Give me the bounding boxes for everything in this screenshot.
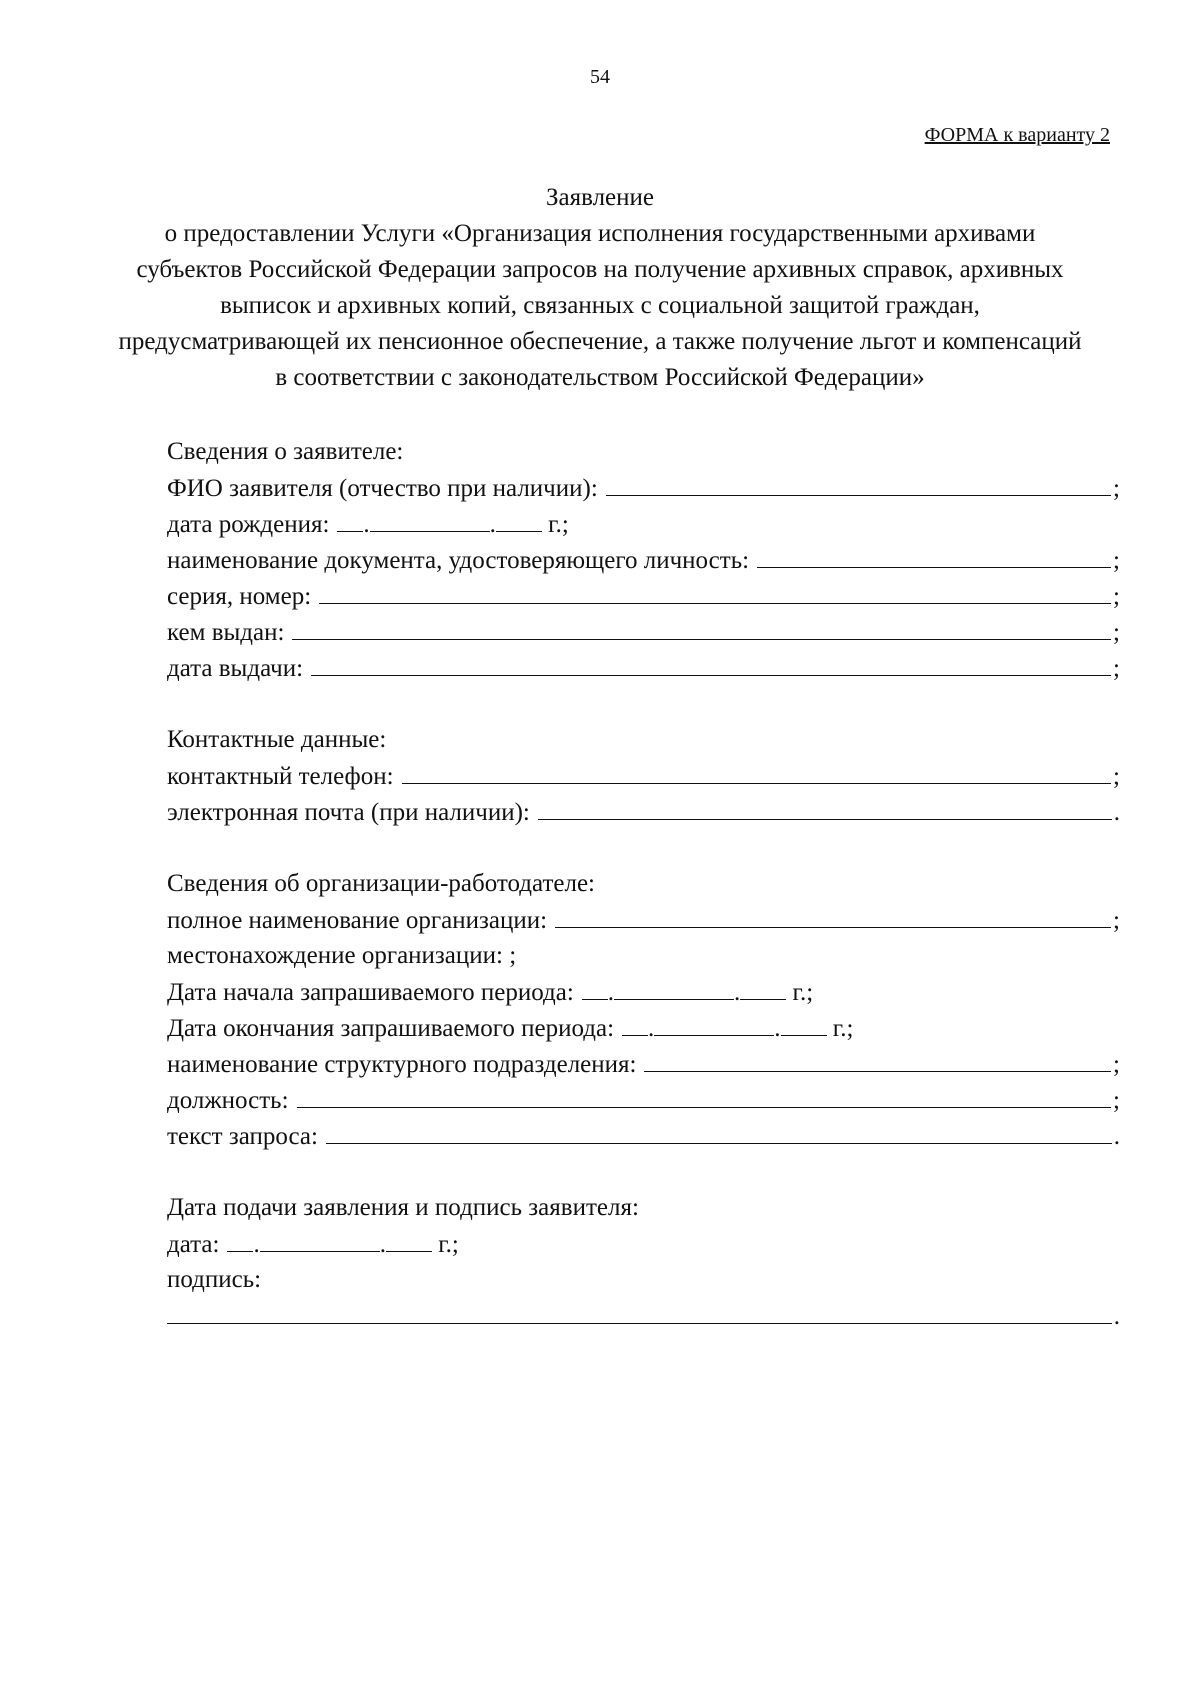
period-end-month-field[interactable] xyxy=(654,1010,774,1036)
punct-semicolon: ; xyxy=(1113,619,1120,646)
title-line: субъектов Российской Федерации запросов на получение архивных справок, архивных xyxy=(136,256,1064,283)
division-row xyxy=(167,1046,1120,1082)
punct-semicolon: ; xyxy=(1113,763,1120,790)
phone-label: контактный телефон: xyxy=(167,763,394,790)
request-text-field[interactable] xyxy=(326,1118,1112,1144)
id-doc-row xyxy=(167,542,1120,578)
punct-period: . xyxy=(1113,1123,1120,1150)
period-end-label: Дата окончания запрашиваемого периода: xyxy=(167,1015,615,1042)
period-start-day-field[interactable] xyxy=(582,974,608,1000)
punct-semicolon: ; xyxy=(1113,1051,1120,1078)
document-title xyxy=(100,180,1100,396)
title-line: предусматривающей их пенсионное обеспечение, а также получение льгот и компенсаций xyxy=(118,328,1082,355)
issued-by-field[interactable] xyxy=(292,614,1111,640)
issue-date-row xyxy=(167,650,1120,686)
birth-month-field[interactable] xyxy=(370,506,490,532)
year-suffix: г.; xyxy=(438,1231,459,1258)
phone-row xyxy=(167,758,1120,794)
position-field[interactable] xyxy=(297,1082,1112,1108)
period-end-day-field[interactable] xyxy=(622,1010,648,1036)
punct-semicolon: ; xyxy=(1113,583,1120,610)
division-field[interactable] xyxy=(644,1046,1111,1072)
punct-period: . xyxy=(1113,1303,1120,1330)
issue-date-label: дата выдачи: xyxy=(167,655,304,682)
period-start-row xyxy=(167,974,1120,1010)
series-field[interactable] xyxy=(319,578,1111,604)
request-text-row xyxy=(167,1118,1120,1154)
punct-dot: . xyxy=(734,979,741,1006)
submit-date-label: дата: xyxy=(167,1231,220,1258)
year-suffix: г.; xyxy=(832,1015,854,1042)
location-label: местонахождение организации: ; xyxy=(167,942,517,969)
birth-date-row xyxy=(167,506,1120,542)
punct-semicolon: ; xyxy=(1113,475,1120,502)
submit-day-field[interactable] xyxy=(227,1226,253,1252)
email-row xyxy=(167,794,1120,830)
series-row xyxy=(167,578,1120,614)
location-row xyxy=(167,938,1120,974)
year-suffix: г.; xyxy=(792,979,814,1006)
section-heading-employer: Сведения об организации-работодателе: xyxy=(167,870,596,897)
punct-dot: . xyxy=(489,511,496,538)
period-end-year-field[interactable] xyxy=(781,1010,827,1036)
issued-by-row xyxy=(167,614,1120,650)
signature-field[interactable] xyxy=(167,1298,1112,1324)
signature-line-row xyxy=(167,1298,1120,1334)
year-suffix: г.; xyxy=(548,511,569,538)
birth-year-field[interactable] xyxy=(496,506,542,532)
period-start-label: Дата начала запрашиваемого периода: xyxy=(167,979,574,1006)
submit-date-row xyxy=(167,1226,1120,1262)
id-doc-field[interactable] xyxy=(757,542,1111,568)
issued-by-label: кем выдан: xyxy=(167,619,285,646)
division-label: наименование структурного подразделения: xyxy=(167,1051,637,1078)
section-heading-applicant: Сведения о заявителе: xyxy=(167,438,404,465)
position-label: должность: xyxy=(167,1087,289,1114)
birth-day-field[interactable] xyxy=(337,506,363,532)
issue-date-field[interactable] xyxy=(311,650,1111,676)
position-row xyxy=(167,1082,1120,1118)
title-line: о предоставлении Услуги «Организация исполнения государственными архивами xyxy=(164,220,1036,247)
org-name-label: полное наименование организации: xyxy=(167,907,548,934)
signature-label: подпись: xyxy=(167,1266,262,1293)
punct-dot: . xyxy=(363,511,370,538)
page-number: 54 xyxy=(590,66,610,88)
submit-month-field[interactable] xyxy=(260,1226,380,1252)
section-heading-signature: Дата подачи заявления и подпись заявителя: xyxy=(167,1194,639,1221)
punct-dot: . xyxy=(648,1015,655,1042)
punct-dot: . xyxy=(774,1015,781,1042)
punct-semicolon: ; xyxy=(1113,655,1120,682)
email-field[interactable] xyxy=(538,794,1112,820)
title-line: выписок и архивных копий, связанных с социальной защитой граждан, xyxy=(220,292,980,319)
submit-year-field[interactable] xyxy=(386,1226,432,1252)
birth-date-label: дата рождения: xyxy=(167,511,330,538)
org-name-field[interactable] xyxy=(555,902,1111,928)
fio-row xyxy=(167,470,1120,506)
punct-dot: . xyxy=(379,1231,386,1258)
title-line: в соответствии с законодательством Российской Федерации» xyxy=(275,364,925,391)
period-end-row xyxy=(167,1010,1120,1046)
request-text-label: текст запроса: xyxy=(167,1123,318,1150)
series-label: серия, номер: xyxy=(167,583,312,610)
punct-semicolon: ; xyxy=(1113,1087,1120,1114)
title-heading: Заявление xyxy=(545,184,655,211)
application-form xyxy=(167,434,1120,1334)
email-label: электронная почта (при наличии): xyxy=(167,799,530,826)
signature-label-row xyxy=(167,1262,1120,1298)
punct-period: . xyxy=(1113,799,1120,826)
org-name-row xyxy=(167,902,1120,938)
fio-field[interactable] xyxy=(606,470,1111,496)
form-reference: ФОРМА к варианту 2 xyxy=(924,124,1110,146)
punct-dot: . xyxy=(253,1231,260,1258)
fio-label: ФИО заявителя (отчество при наличии): xyxy=(167,475,598,502)
period-start-year-field[interactable] xyxy=(740,974,786,1000)
phone-field[interactable] xyxy=(402,758,1111,784)
id-doc-label: наименование документа, удостоверяющего личность: xyxy=(167,547,750,574)
period-start-month-field[interactable] xyxy=(614,974,734,1000)
punct-semicolon: ; xyxy=(1113,907,1120,934)
punct-semicolon: ; xyxy=(1113,547,1120,574)
punct-dot: . xyxy=(607,979,615,1006)
section-heading-contacts: Контактные данные: xyxy=(167,726,387,753)
